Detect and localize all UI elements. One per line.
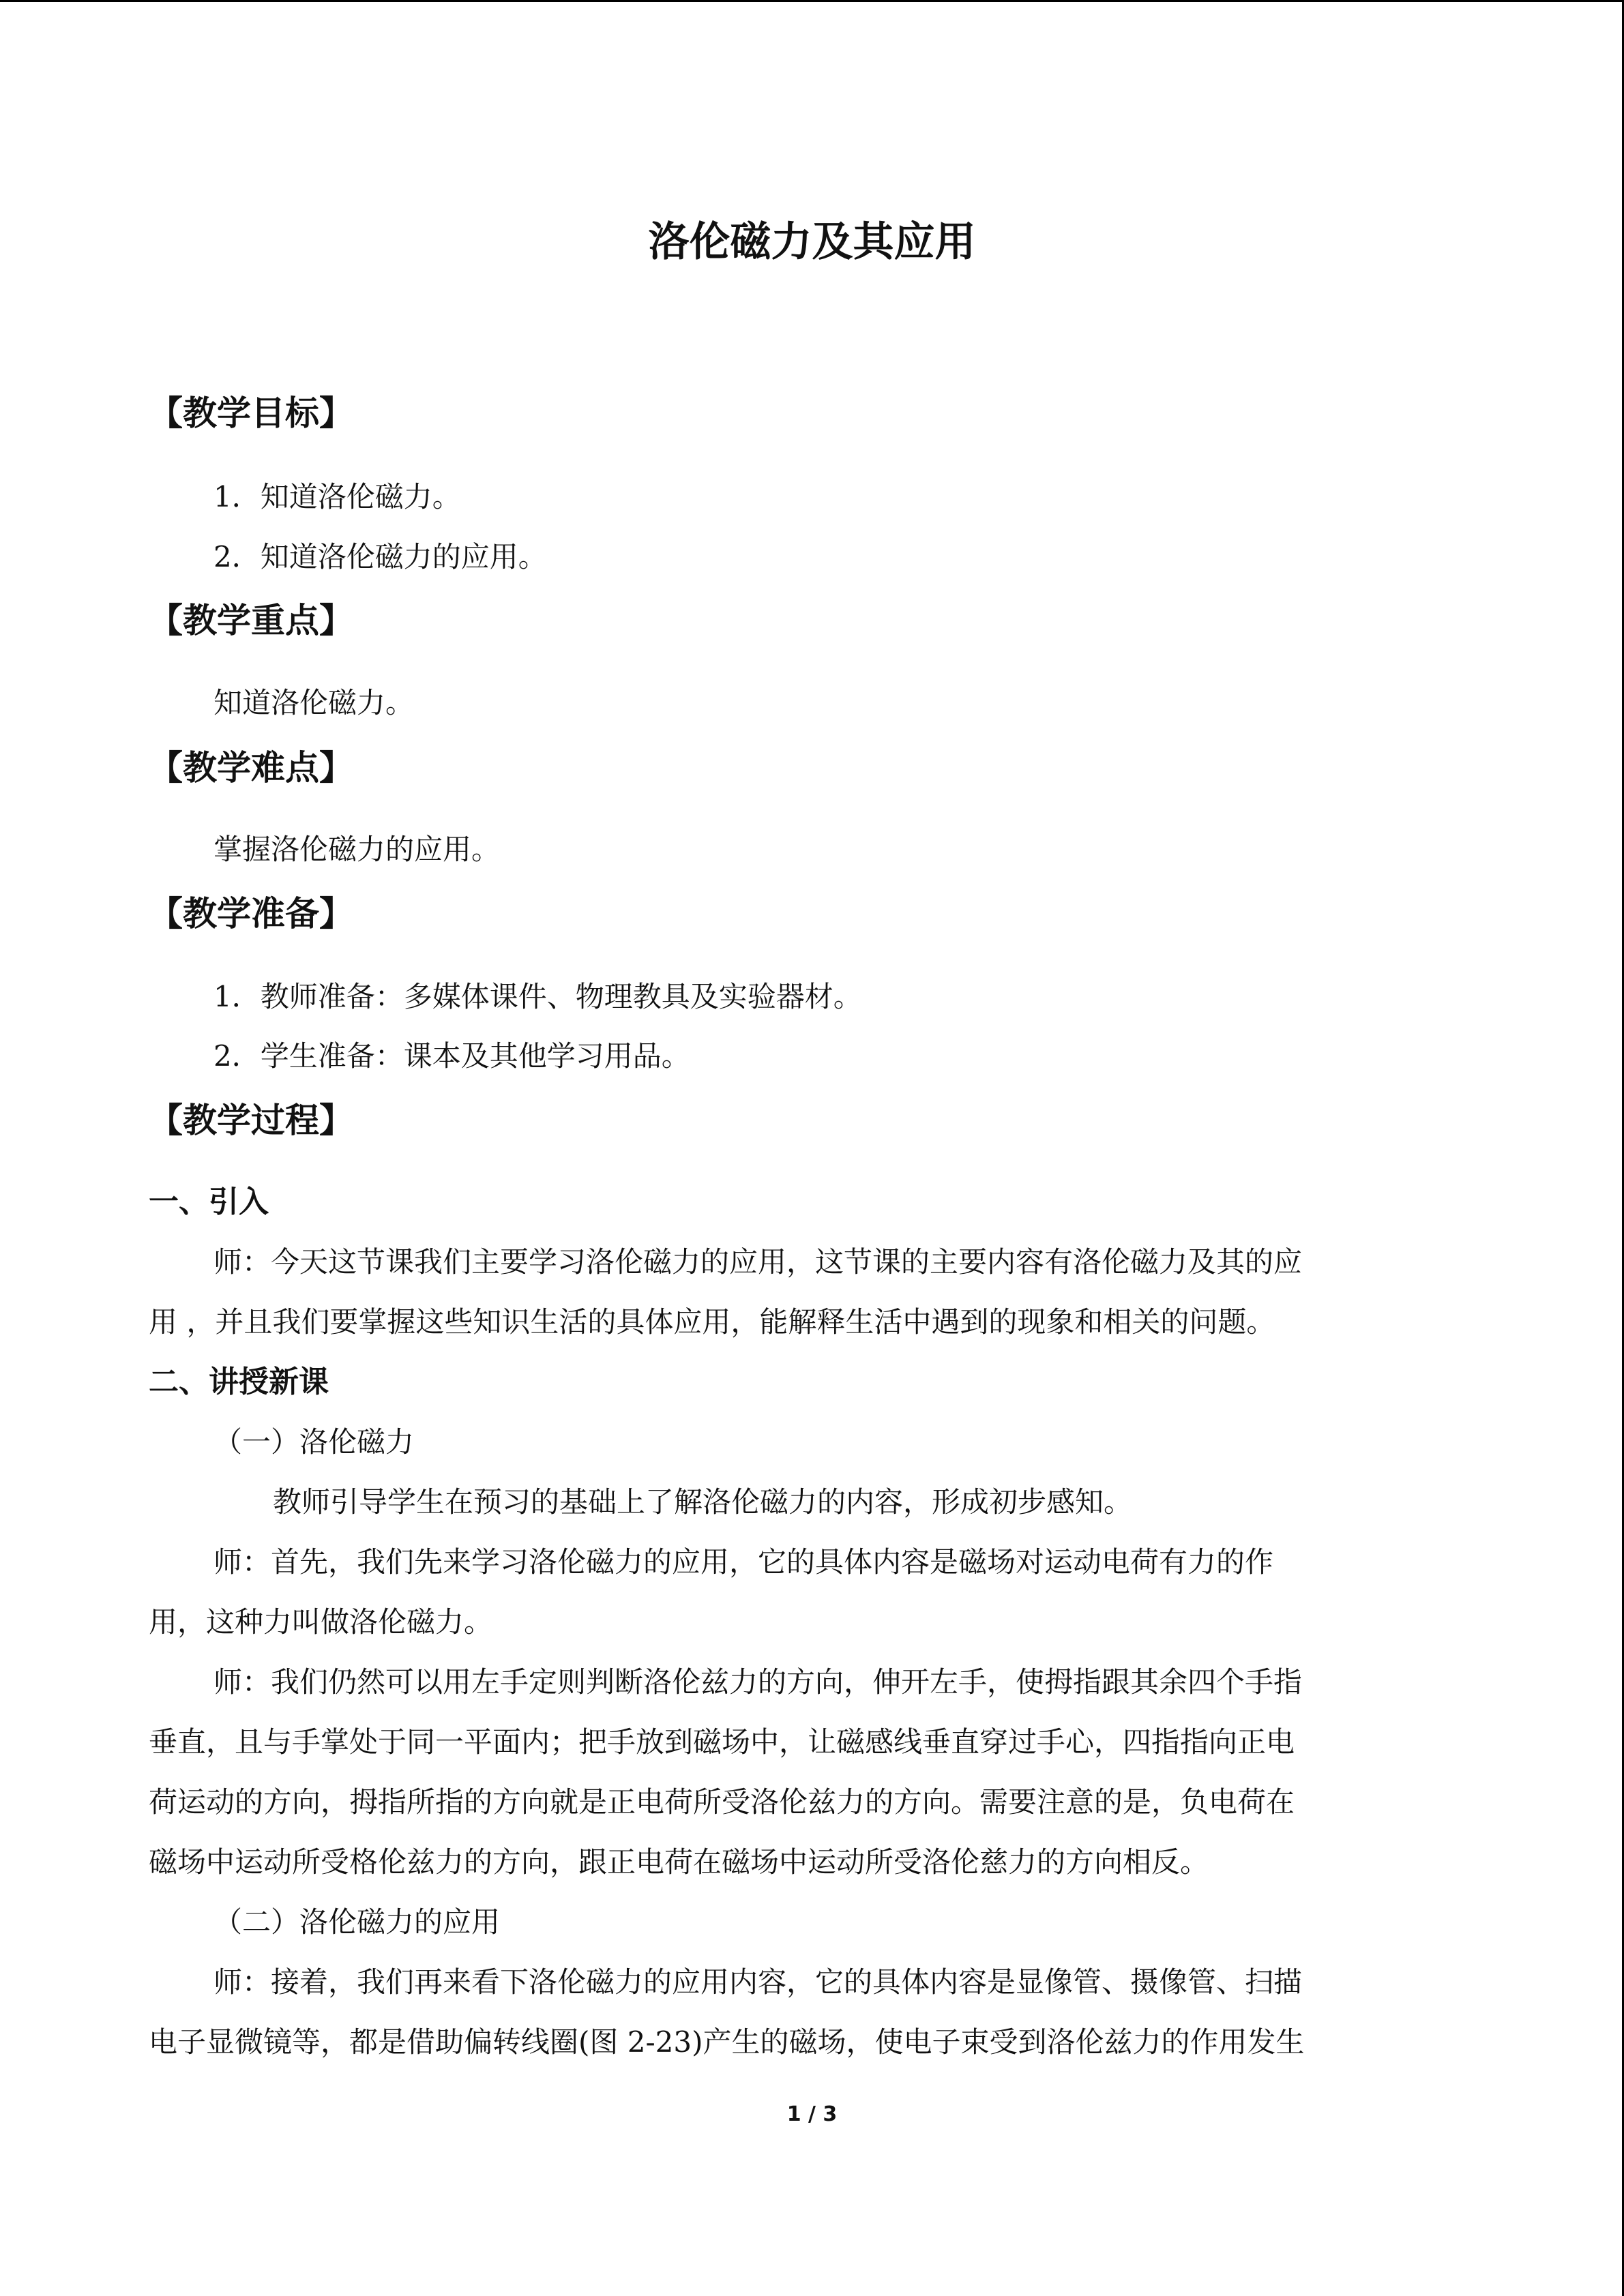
part1-paragraph-1: 教师引导学生在预习的基础上了解洛伦磁力的内容，形成初步感知。 xyxy=(273,1485,1133,1519)
part1-paragraph-3-line-3: 荷运动的方向，拇指所指的方向就是正电荷所受洛伦兹力的方向。需要注意的是，负电荷在 xyxy=(149,1785,1295,1819)
intro-paragraph-line-1: 师：今天这节课我们主要学习洛伦磁力的应用，这节课的主要内容有洛伦磁力及其的应 xyxy=(213,1245,1303,1279)
new-lesson-heading: 二、讲授新课 xyxy=(149,1365,329,1399)
part1-paragraph-3-line-1: 师：我们仍然可以用左手定则判断洛伦兹力的方向，伸开左手，使拇指跟其余四个手指 xyxy=(213,1665,1303,1699)
heading-process: 【教学过程】 xyxy=(149,1101,353,1140)
intro-heading: 一、引入 xyxy=(149,1184,269,1219)
heading-difficulties: 【教学难点】 xyxy=(149,748,353,788)
difficulties-text: 掌握洛伦磁力的应用。 xyxy=(213,833,501,866)
intro-paragraph-line-2: 用 ，并且我们要掌握这些知识生活的具体应用，能解释生活中遇到的现象和相关的问题。 xyxy=(149,1305,1275,1339)
heading-preparation: 【教学准备】 xyxy=(149,894,353,934)
part2-heading: （二）洛伦磁力的应用 xyxy=(213,1905,501,1939)
key-points-text: 知道洛伦磁力。 xyxy=(213,686,415,719)
part1-heading: （一）洛伦磁力 xyxy=(213,1425,415,1459)
part1-paragraph-3-line-2: 垂直，且与手掌处于同一平面内；把手放到磁场中，让磁感线垂直穿过手心，四指指向正电 xyxy=(149,1725,1295,1759)
objective-item-1: 1．知道洛伦磁力。 xyxy=(213,480,461,513)
preparation-item-1: 1．教师准备：多媒体课件、物理教具及实验器材。 xyxy=(213,980,862,1013)
page-number: 1 / 3 xyxy=(786,2102,838,2126)
page-title: 洛伦磁力及其应用 xyxy=(648,218,976,266)
part2-paragraph-1-line-2: 电子显微镜等，都是借助偏转线圈(图 2-23)产生的磁场，使电子束受到洛伦兹力的作用发生 xyxy=(149,2025,1305,2059)
part2-paragraph-1-line-1: 师：接着，我们再来看下洛伦磁力的应用内容，它的具体内容是显像管、摄像管、扫描 xyxy=(213,1965,1303,1999)
heading-key-points: 【教学重点】 xyxy=(149,601,353,640)
part1-paragraph-2-line-1: 师：首先，我们先来学习洛伦磁力的应用，它的具体内容是磁场对运动电荷有力的作 xyxy=(213,1545,1274,1579)
objective-item-2: 2．知道洛伦磁力的应用。 xyxy=(213,540,547,573)
part1-paragraph-2-line-2: 用，这种力叫做洛伦磁力。 xyxy=(149,1605,493,1639)
preparation-item-2: 2．学生准备：课本及其他学习用品。 xyxy=(213,1039,690,1073)
heading-objectives: 【教学目标】 xyxy=(149,393,353,433)
part1-paragraph-3-line-4: 磁场中运动所受格伦兹力的方向，跟正电荷在磁场中运动所受洛伦慈力的方向相反。 xyxy=(149,1845,1209,1879)
